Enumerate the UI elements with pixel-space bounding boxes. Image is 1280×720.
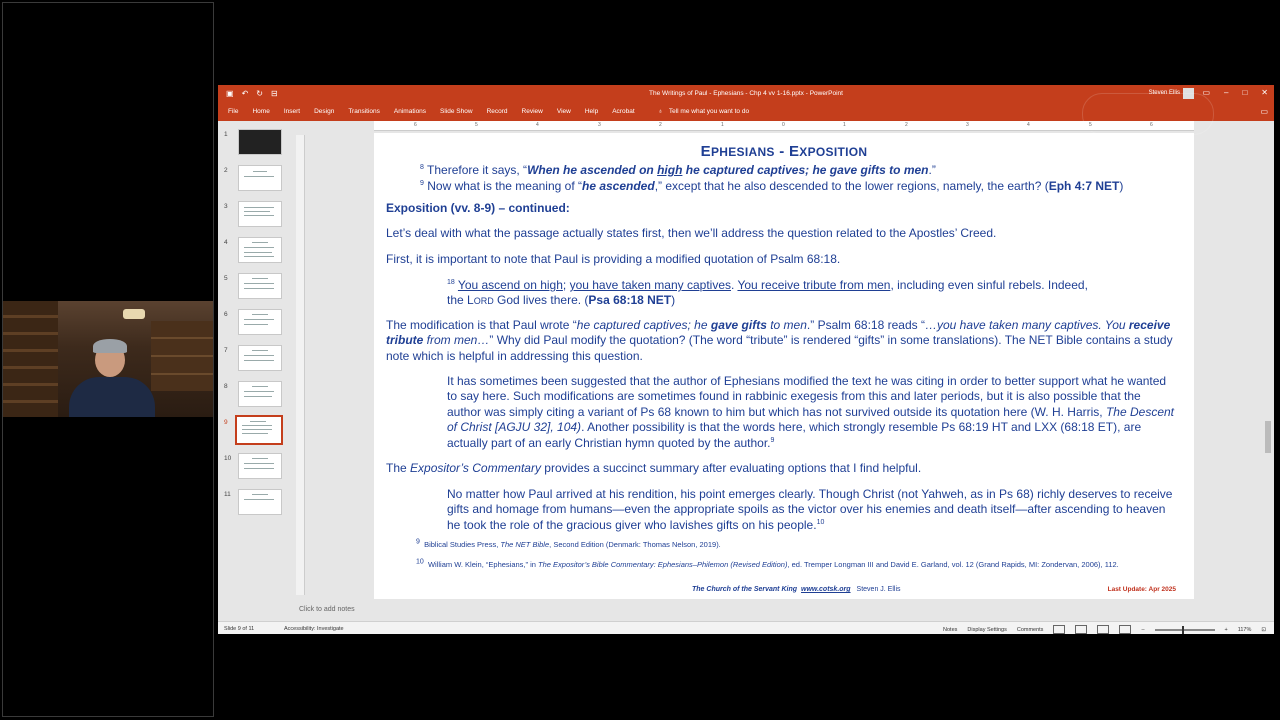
accessibility-status[interactable]: Accessibility: Investigate [284, 626, 344, 632]
thumbnail-5[interactable]: 5 [218, 273, 290, 303]
tab-file[interactable]: File [228, 108, 239, 115]
slide-counter: Slide 9 of 11 [224, 626, 255, 632]
zoom-out-icon[interactable]: – [1141, 626, 1145, 633]
undo-icon[interactable]: ↶ [241, 89, 249, 98]
vertical-ruler [296, 135, 305, 595]
thumbnail-6[interactable]: 6 [218, 309, 290, 339]
zoom-level[interactable]: 117% [1237, 626, 1252, 633]
vertical-scrollbar[interactable] [1264, 121, 1272, 621]
section-heading: Exposition (vv. 8-9) – continued: [386, 201, 570, 215]
window-title: The Writings of Paul - Ephesians - Chp 4 vv 1-16.pptx - PowerPoint [649, 90, 843, 97]
tab-home[interactable]: Home [252, 108, 270, 115]
paragraph-2: First, it is important to note that Paul is providing a modified quotation of Psalm 68:18. [386, 252, 841, 266]
scroll-thumb[interactable] [1265, 421, 1271, 453]
fit-slide-icon[interactable]: ⊡ [1261, 626, 1266, 633]
status-bar [218, 621, 1274, 634]
slideshow-icon[interactable] [1119, 625, 1131, 634]
expositors-quote: No matter how Paul arrived at his rendition, his point emerges clearly. Though Christ (not Yahweh, as in Ps 68) richly deserves to receive gifts and homage from humans—even the appropriate spoils as the victor over his enemies and death itself—after ascending to heaven he took the role of the gracious giver who lavishes gifts on his people.$^{10}$ [447, 487, 1173, 532]
thumbnail-1[interactable]: 1 [218, 129, 290, 159]
lightbulb-icon: ♁ [658, 108, 663, 115]
footer-author: Steven J. Ellis [856, 586, 901, 593]
thumbnail-9[interactable]: 9 [218, 417, 290, 447]
tab-slide-show[interactable]: Slide Show [440, 108, 473, 115]
close-icon[interactable]: ✕ [1261, 88, 1268, 97]
present-icon[interactable]: ⊟ [270, 89, 278, 98]
thumbnail-4[interactable]: 4 [218, 237, 290, 267]
tab-animations[interactable]: Animations [393, 108, 427, 115]
tab-view[interactable]: View [556, 108, 571, 115]
footnote-10: $^{10}$ William W. Klein, “Ephesians,” in The Expositor’s Bible Commentary: Ephesians–Philemon (Revised Edition), ed. Tremper Longman III and David E. Garland, vol. 12 (Grand Rapids, MI: Zondervan, 2006), 112. [416, 558, 1119, 569]
minimize-icon[interactable]: – [1224, 88, 1229, 97]
comments-button[interactable]: Comments [1016, 626, 1044, 633]
footnote-9: $^9$ Biblical Studies Press, The NET Bible, Second Edition (Denmark: Thomas Nelson, 2019). [416, 538, 721, 549]
paragraph-3: The modification is that Paul wrote “he captured captives; he gave gifts to men.” Psalm 68:18 reads “…you have taken many captives. You receive tribute from men…” Why did Paul modify the quotation? (The word “tribute” is rendered “gifts” in some translations). The NET Bible contains a study note which is helpful in addressing this question. [386, 318, 1173, 363]
slide-title: EPHESIANS - EXPOSITION [700, 143, 868, 160]
webcam-video [3, 301, 213, 417]
tab-record[interactable]: Record [486, 108, 508, 115]
thumbnail-10[interactable]: 10 [218, 453, 290, 483]
reading-view-icon[interactable] [1097, 625, 1109, 634]
tab-review[interactable]: Review [521, 108, 543, 115]
ribbon [218, 103, 1274, 121]
psalm-quote: $^{18}$ You ascend on high; you have taken many captives. You receive tribute from men, including even sinful rebels. Indeed, the LORD God lives there. (Psa 68:18 NET) [447, 278, 1088, 308]
ribbon-display-icon[interactable]: ▭ [1202, 88, 1210, 97]
footer-link[interactable]: www.cotsk.org [801, 586, 851, 593]
paragraph-1: Let’s deal with what the passage actually states first, then we’ll address the question related to the Apostles’ Creed. [386, 226, 997, 240]
redo-icon[interactable]: ↻ [256, 89, 263, 98]
notes-button[interactable]: Notes [943, 626, 958, 633]
tell-me-text: Tell me what you want to do [668, 108, 750, 115]
tab-insert[interactable]: Insert [283, 108, 301, 115]
footer-church: The Church of the Servant King [692, 586, 798, 593]
normal-view-icon[interactable] [1053, 625, 1065, 634]
thumbnail-7[interactable]: 7 [218, 345, 290, 375]
comments-icon[interactable]: ▭ [1260, 107, 1268, 116]
footer-last-update: Last Update: Apr 2025 [1107, 586, 1176, 593]
tab-transitions[interactable]: Transitions [348, 108, 380, 115]
thumbnail-3[interactable]: 3 [218, 201, 290, 231]
slide-sorter-icon[interactable] [1075, 625, 1087, 634]
thumbnail-11[interactable]: 11 [218, 489, 290, 519]
horizontal-ruler: 6 5 4 3 2 1 0 1 2 3 4 5 6 [374, 121, 1194, 131]
notes-pane[interactable] [290, 604, 1274, 616]
powerpoint-window [218, 85, 1274, 634]
tell-me-box[interactable] [658, 108, 749, 115]
thumbnail-2[interactable]: 2 [218, 165, 290, 195]
save-icon[interactable]: ▣ [226, 89, 234, 98]
thumbnail-8[interactable]: 8 [218, 381, 290, 411]
display-settings-button[interactable]: Display Settings [967, 626, 1007, 633]
zoom-slider[interactable] [1155, 629, 1215, 631]
slide-thumbnails [218, 121, 290, 621]
tab-help[interactable]: Help [584, 108, 599, 115]
slide-canvas[interactable] [374, 133, 1194, 599]
net-study-note-quote: It has sometimes been suggested that the author of Ephesians modified the text he was citing in order to better support what he wanted to say here. Such modifications are sometimes found in rabbinic exegesis from this and later periods, but it is also possible that the author was simply citing a variant of Ps 68 known to him but which has not survived outside its quotation here (W. H. Harris, The Descent of Christ [AGJU 32], 104). Another possibility is that the words here, which strongly resemble Ps 68:19 HT and LXX (68:18 ET), are actually part of an early Christian hymn quoted by the author.$^9$ [447, 374, 1175, 450]
verse-8: $^8$ Therefore it says, “When he ascended on high he captured captives; he gave gifts to men.” [420, 163, 936, 177]
tab-acrobat[interactable]: Acrobat [612, 108, 635, 115]
paragraph-4: The Expositor’s Commentary provides a succinct summary after evaluating options that I find helpful. [386, 461, 922, 475]
verse-9: $^9$ Now what is the meaning of “he ascended,” except that he also descended to the lower regions, namely, the earth? (Eph 4:7 NET) [420, 179, 1124, 193]
maximize-icon[interactable]: □ [1242, 88, 1248, 97]
zoom-in-icon[interactable]: + [1224, 626, 1228, 633]
tab-design[interactable]: Design [314, 108, 335, 115]
notes-placeholder: Click to add notes [299, 606, 355, 613]
user-name[interactable]: Steven Ellis [1148, 90, 1180, 96]
